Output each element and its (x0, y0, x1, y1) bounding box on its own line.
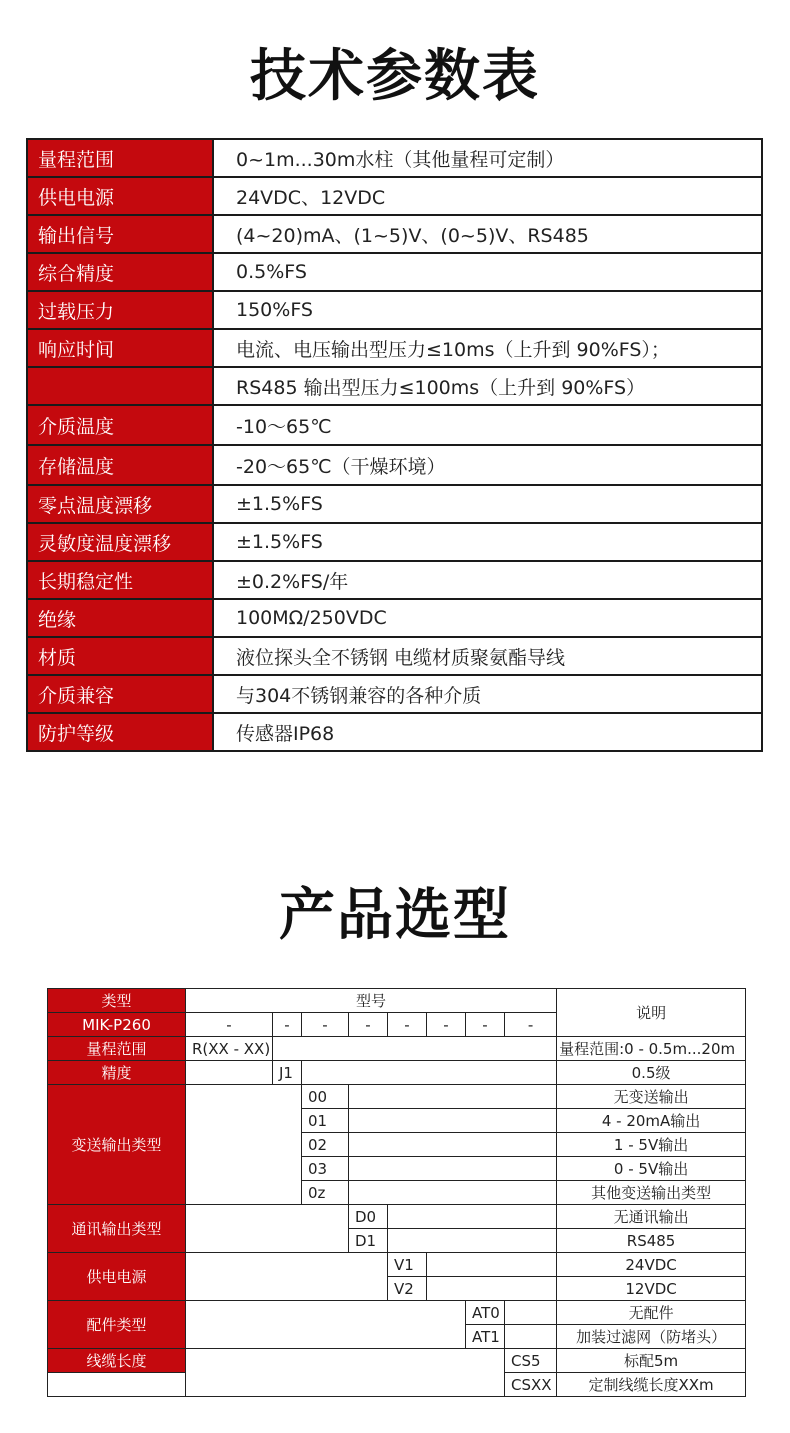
model-header: 型号 (186, 989, 557, 1013)
spec-label: 零点温度漂移 (27, 485, 213, 523)
output-code: 03 (302, 1157, 349, 1181)
empty-cell (302, 1061, 557, 1085)
power-code: V2 (388, 1277, 427, 1301)
spec-row (27, 405, 762, 445)
empty-cell (48, 1373, 186, 1397)
spec-table (26, 138, 763, 752)
desc-header: 说明 (557, 989, 746, 1037)
spec-row (27, 523, 762, 561)
empty-cell (349, 1157, 557, 1181)
model-dash: - (273, 1013, 302, 1037)
empty-cell (186, 1085, 302, 1205)
spec-label (27, 367, 213, 405)
output-code: 00 (302, 1085, 349, 1109)
model-dash: - (349, 1013, 388, 1037)
output-desc: 4 - 20mA输出 (557, 1109, 746, 1133)
spec-value: 0.5%FS (213, 253, 762, 291)
power-label: 供电电源 (48, 1253, 186, 1301)
empty-cell (186, 1301, 466, 1349)
cable-desc: 定制线缆长度XXm (557, 1373, 746, 1397)
model-dash: - (186, 1013, 273, 1037)
accessory-code: AT0 (466, 1301, 505, 1325)
power-code: V1 (388, 1253, 427, 1277)
spec-value: 0~1m...30m水柱（其他量程可定制） (213, 139, 762, 177)
model-dash: - (505, 1013, 557, 1037)
spec-value: 与304不锈钢兼容的各种介质 (213, 675, 762, 713)
spec-value: 传感器IP68 (213, 713, 762, 751)
spec-label: 材质 (27, 637, 213, 675)
output-desc: 0 - 5V输出 (557, 1157, 746, 1181)
empty-cell (505, 1301, 557, 1325)
cable-code: CSXX (505, 1373, 557, 1397)
range-code: R(XX - XX) (186, 1037, 273, 1061)
range-desc: 量程范围:0 - 0.5m...20m (557, 1037, 746, 1061)
empty-cell (349, 1085, 557, 1109)
spec-row (27, 291, 762, 329)
output-desc: 无变送输出 (557, 1085, 746, 1109)
cable-desc: 标配5m (557, 1349, 746, 1373)
comm-label: 通讯输出类型 (48, 1205, 186, 1253)
spec-row (27, 675, 762, 713)
spec-value: ±1.5%FS (213, 485, 762, 523)
spec-row (27, 637, 762, 675)
output-code: 02 (302, 1133, 349, 1157)
spec-value: (4~20)mA、(1~5)V、(0~5)V、RS485 (213, 215, 762, 253)
empty-cell (427, 1253, 557, 1277)
spec-row (27, 329, 762, 367)
empty-cell (388, 1205, 557, 1229)
spec-value: 150%FS (213, 291, 762, 329)
spec-label: 输出信号 (27, 215, 213, 253)
empty-cell (186, 1061, 273, 1085)
spec-row (27, 561, 762, 599)
spec-label: 响应时间 (27, 329, 213, 367)
empty-cell (349, 1133, 557, 1157)
output-desc: 其他变送输出类型 (557, 1181, 746, 1205)
comm-code: D0 (349, 1205, 388, 1229)
spec-value: RS485 输出型压力≤100ms（上升到 90%FS） (213, 367, 762, 405)
model-dash: - (388, 1013, 427, 1037)
model-dash: - (466, 1013, 505, 1037)
spec-label: 存储温度 (27, 445, 213, 485)
spec-value: 100MΩ/250VDC (213, 599, 762, 637)
spec-value: ±1.5%FS (213, 523, 762, 561)
spec-label: 综合精度 (27, 253, 213, 291)
comm-desc: RS485 (557, 1229, 746, 1253)
spec-value: 液位探头全不锈钢 电缆材质聚氨酯导线 (213, 637, 762, 675)
spec-row (27, 177, 762, 215)
spec-value: -10～65℃ (213, 405, 762, 445)
model-dash: - (427, 1013, 466, 1037)
empty-cell (186, 1253, 388, 1301)
model-name: MIK-P260 (48, 1013, 186, 1037)
spec-row (27, 215, 762, 253)
power-desc: 12VDC (557, 1277, 746, 1301)
spec-value: 电流、电压输出型压力≤10ms（上升到 90%FS）； (213, 329, 762, 367)
spec-label: 介质温度 (27, 405, 213, 445)
empty-cell (427, 1277, 557, 1301)
spec-label: 防护等级 (27, 713, 213, 751)
spec-row (27, 445, 762, 485)
spec-row (27, 139, 762, 177)
empty-cell (273, 1037, 557, 1061)
spec-row (27, 713, 762, 751)
accuracy-label: 精度 (48, 1061, 186, 1085)
spec-value: ±0.2%FS/年 (213, 561, 762, 599)
spec-label: 过载压力 (27, 291, 213, 329)
spec-label: 绝缘 (27, 599, 213, 637)
output-code: 0z (302, 1181, 349, 1205)
model-dash: - (302, 1013, 349, 1037)
accessory-desc: 加装过滤网（防堵头） (557, 1325, 746, 1349)
empty-cell (505, 1325, 557, 1349)
selection-table (47, 988, 746, 1397)
comm-desc: 无通讯输出 (557, 1205, 746, 1229)
spec-value: 24VDC、12VDC (213, 177, 762, 215)
empty-cell (186, 1349, 505, 1397)
cable-label: 线缆长度 (48, 1349, 186, 1373)
spec-row (27, 485, 762, 523)
cable-code: CS5 (505, 1349, 557, 1373)
spec-row (27, 253, 762, 291)
output-code: 01 (302, 1109, 349, 1133)
empty-cell (349, 1109, 557, 1133)
spec-label: 供电电源 (27, 177, 213, 215)
output-desc: 1 - 5V输出 (557, 1133, 746, 1157)
accuracy-desc: 0.5级 (557, 1061, 746, 1085)
range-label: 量程范围 (48, 1037, 186, 1061)
accessory-desc: 无配件 (557, 1301, 746, 1325)
spec-label: 介质兼容 (27, 675, 213, 713)
output-label: 变送输出类型 (48, 1085, 186, 1205)
spec-value: -20～65℃（干燥环境） (213, 445, 762, 485)
accuracy-code: J1 (273, 1061, 302, 1085)
spec-label: 灵敏度温度漂移 (27, 523, 213, 561)
comm-code: D1 (349, 1229, 388, 1253)
spec-row (27, 599, 762, 637)
spec-row (27, 367, 762, 405)
spec-label: 量程范围 (27, 139, 213, 177)
accessory-label: 配件类型 (48, 1301, 186, 1349)
accessory-code: AT1 (466, 1325, 505, 1349)
empty-cell (186, 1205, 349, 1253)
empty-cell (349, 1181, 557, 1205)
selection-title: 产品选型 (279, 883, 511, 948)
spec-title: 技术参数表 (250, 44, 540, 109)
spec-label: 长期稳定性 (27, 561, 213, 599)
power-desc: 24VDC (557, 1253, 746, 1277)
type-header: 类型 (48, 989, 186, 1013)
empty-cell (388, 1229, 557, 1253)
